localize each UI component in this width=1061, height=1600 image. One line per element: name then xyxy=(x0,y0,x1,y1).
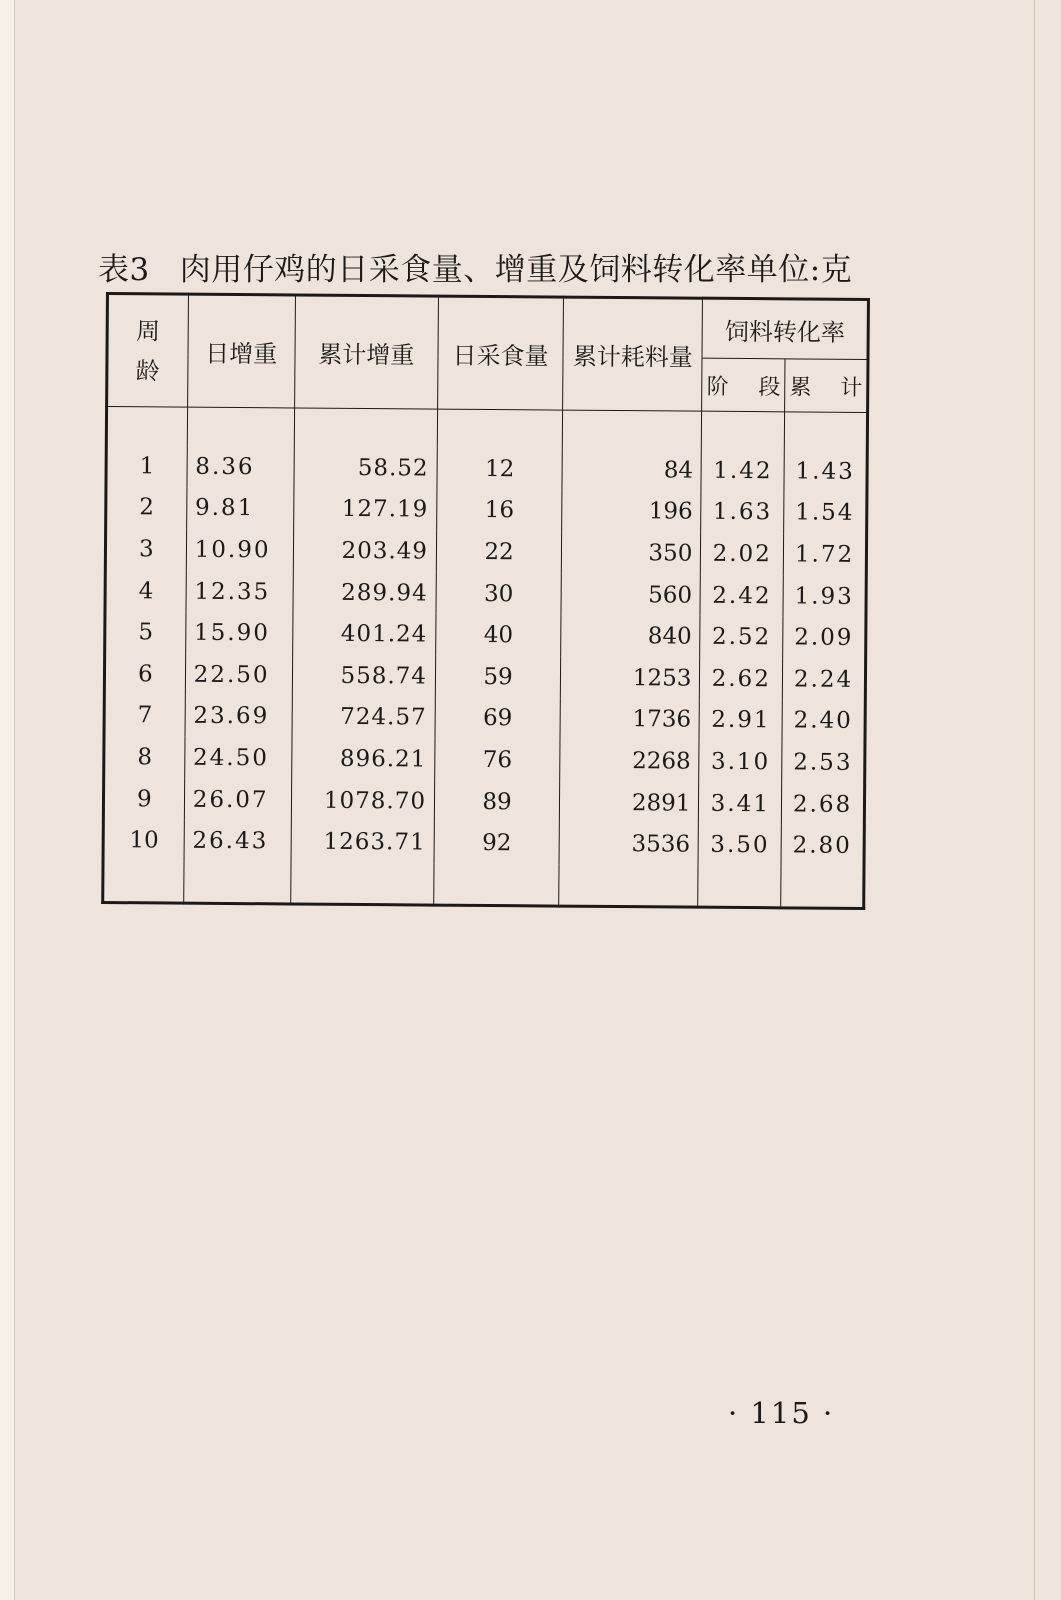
cell-daily-feed: 92 xyxy=(434,822,559,865)
table-spacer-row xyxy=(106,407,867,451)
page-left-edge xyxy=(0,0,15,1600)
cell-daily-gain: 26.43 xyxy=(184,820,291,862)
cell-week: 5 xyxy=(105,611,186,653)
cell-daily-gain: 23.69 xyxy=(185,695,292,737)
cell-week: 3 xyxy=(105,528,186,570)
table-caption-label: 表3 xyxy=(98,252,150,288)
cell-week: 2 xyxy=(106,487,187,529)
cell-fcr-cumulative: 2.68 xyxy=(782,783,865,825)
cell-week: 1 xyxy=(106,445,187,487)
cell-cumulative-gain: 127.19 xyxy=(293,488,437,531)
cell-week: 10 xyxy=(103,819,184,861)
cell-fcr-stage: 2.91 xyxy=(699,699,782,741)
feed-conversion-table xyxy=(101,292,870,910)
cell-daily-gain: 9.81 xyxy=(186,487,293,529)
cell-fcr-cumulative: 1.93 xyxy=(783,575,866,617)
table-row xyxy=(106,445,867,493)
cell-week: 4 xyxy=(105,570,186,612)
cell-fcr-stage: 3.50 xyxy=(698,824,781,866)
cell-daily-feed: 69 xyxy=(435,697,560,740)
cell-fcr-cumulative: 1.54 xyxy=(784,492,867,534)
cell-fcr-stage: 2.52 xyxy=(700,616,783,658)
cell-week: 7 xyxy=(104,695,185,737)
table-row xyxy=(106,487,867,535)
cell-cumulative-gain: 896.21 xyxy=(291,738,435,781)
table-caption-title: 肉用仔鸡的日采食量、增重及饲料转化率单位:克 xyxy=(179,252,853,288)
cell-fcr-stage: 2.02 xyxy=(701,533,784,575)
cell-fcr-stage: 3.41 xyxy=(699,782,782,824)
table-spacer-row xyxy=(103,861,864,908)
cell-fcr-stage: 3.10 xyxy=(699,741,782,783)
cell-daily-feed: 40 xyxy=(436,614,561,657)
cell-daily-gain: 15.90 xyxy=(185,612,292,654)
page-number: · 115 · xyxy=(728,1396,835,1430)
cell-daily-gain: 22.50 xyxy=(185,654,292,696)
cell-daily-feed: 12 xyxy=(437,448,562,491)
cell-cumulative-feed: 84 xyxy=(562,449,702,492)
cell-cumulative-gain: 203.49 xyxy=(293,530,437,573)
header-week: 周龄 xyxy=(107,294,189,408)
cell-fcr-cumulative: 2.24 xyxy=(782,658,865,700)
cell-cumulative-gain: 558.74 xyxy=(292,654,436,697)
table-row xyxy=(104,695,865,743)
page-right-edge xyxy=(1034,0,1061,1600)
cell-fcr-stage: 2.42 xyxy=(700,574,783,616)
cell-cumulative-feed: 1736 xyxy=(560,698,700,741)
header-fcr-stage: 阶 段 xyxy=(702,358,785,412)
table-row xyxy=(103,819,864,867)
table-row xyxy=(103,778,864,826)
cell-fcr-cumulative: 1.72 xyxy=(783,534,866,576)
cell-cumulative-gain: 1078.70 xyxy=(291,779,435,822)
table-row xyxy=(104,736,865,784)
cell-cumulative-feed: 1253 xyxy=(560,657,700,700)
cell-cumulative-feed: 3536 xyxy=(559,823,699,866)
cell-daily-feed: 59 xyxy=(435,656,560,699)
cell-week: 9 xyxy=(103,778,184,820)
cell-daily-feed: 16 xyxy=(437,489,562,532)
cell-cumulative-gain: 58.52 xyxy=(294,446,438,489)
header-cumulative-feed: 累计耗料量 xyxy=(563,297,703,411)
header-cumulative-gain: 累计增重 xyxy=(294,295,438,409)
cell-daily-feed: 22 xyxy=(436,531,561,574)
table-caption xyxy=(98,244,852,289)
cell-fcr-cumulative: 2.09 xyxy=(783,617,866,659)
table-row xyxy=(105,611,866,659)
cell-fcr-cumulative: 2.53 xyxy=(782,741,865,783)
cell-cumulative-feed: 560 xyxy=(561,573,701,616)
cell-cumulative-gain: 724.57 xyxy=(292,696,436,739)
table-row xyxy=(105,570,866,618)
cell-week: 8 xyxy=(104,736,185,778)
cell-cumulative-feed: 350 xyxy=(561,532,701,575)
cell-cumulative-feed: 840 xyxy=(561,615,701,658)
cell-daily-feed: 30 xyxy=(436,572,561,615)
cell-daily-gain: 10.90 xyxy=(186,529,293,571)
cell-daily-gain: 24.50 xyxy=(184,737,291,779)
cell-cumulative-feed: 2268 xyxy=(560,740,700,783)
cell-fcr-cumulative: 2.40 xyxy=(782,700,865,742)
cell-week: 6 xyxy=(104,653,185,695)
cell-cumulative-gain: 401.24 xyxy=(292,613,436,656)
cell-daily-feed: 76 xyxy=(435,739,560,782)
cell-cumulative-gain: 1263.71 xyxy=(291,821,435,864)
header-fcr-cumulative: 累 计 xyxy=(785,359,868,413)
cell-fcr-cumulative: 1.43 xyxy=(784,450,867,492)
cell-cumulative-feed: 196 xyxy=(562,490,702,533)
header-daily-gain: 日增重 xyxy=(187,294,295,408)
cell-daily-gain: 8.36 xyxy=(187,446,294,488)
cell-cumulative-gain: 289.94 xyxy=(293,571,437,614)
cell-daily-feed: 89 xyxy=(434,780,559,823)
cell-fcr-cumulative: 2.80 xyxy=(781,825,864,867)
header-daily-feed: 日采食量 xyxy=(438,296,564,410)
table-header-row xyxy=(107,294,868,360)
cell-fcr-stage: 1.63 xyxy=(701,491,784,533)
table-row xyxy=(105,528,866,576)
cell-daily-gain: 26.07 xyxy=(184,778,291,820)
header-fcr: 饲料转化率 xyxy=(702,298,868,359)
table-row xyxy=(104,653,865,701)
cell-fcr-stage: 1.42 xyxy=(701,450,784,492)
cell-cumulative-feed: 2891 xyxy=(560,781,700,824)
cell-fcr-stage: 2.62 xyxy=(700,658,783,700)
cell-daily-gain: 12.35 xyxy=(186,570,293,612)
